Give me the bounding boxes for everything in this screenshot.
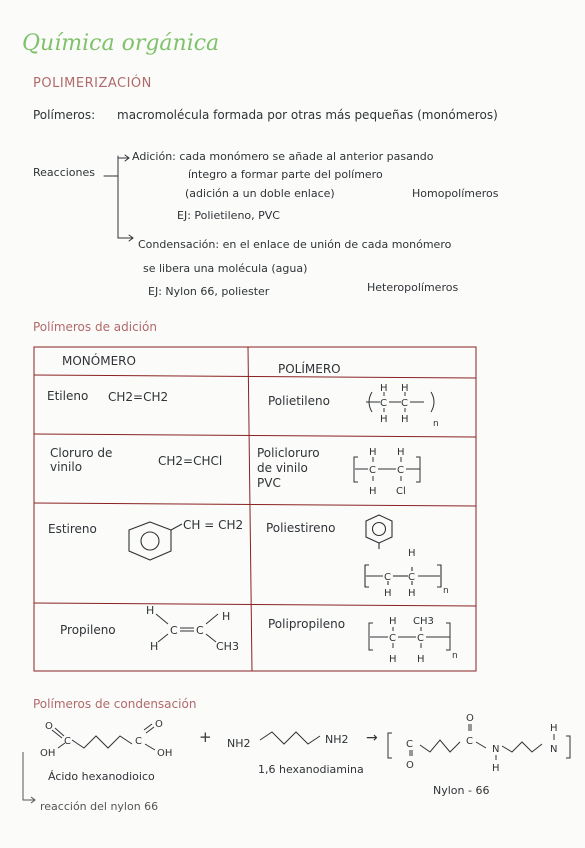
monomer-formula-etileno: CH2=CH2	[108, 390, 169, 404]
atom-ch3: CH3	[216, 640, 239, 653]
atom-c: C	[380, 398, 387, 409]
atom-n: N	[492, 744, 500, 755]
atom-c: C	[384, 572, 391, 583]
condensacion-example: EJ: Nylon 66, poliester	[148, 285, 270, 298]
atom-c: C	[135, 736, 142, 747]
atom-c: C	[401, 398, 408, 409]
nylon-66-label: Nylon - 66	[433, 784, 490, 797]
monomer-formula-cloruro: CH2=CHCl	[158, 454, 223, 468]
atom-o: O	[466, 713, 474, 724]
atom-c: C	[369, 465, 376, 476]
homopolimeros-tag: Homopolímeros	[412, 187, 499, 200]
atom-h: H	[380, 414, 388, 425]
monomer-name-etileno: Etileno	[47, 389, 89, 403]
atom-h: H	[146, 604, 155, 617]
atom-ch3: CH3	[413, 616, 434, 627]
atom-o: O	[155, 719, 163, 730]
monomer-polymer-table	[34, 347, 476, 671]
section-heading-adicion: Polímeros de adición	[33, 320, 157, 334]
estireno-benzene-icon	[129, 522, 182, 560]
page-title: Química orgánica	[22, 31, 220, 56]
atom-oh: OH	[157, 748, 173, 759]
atom-oh: OH	[40, 748, 56, 759]
atom-h: H	[417, 654, 425, 665]
polymer-name-poliestireno: Poliestireno	[266, 521, 336, 535]
pvc-structure	[354, 457, 420, 482]
adicion-line1: Adición: cada monómero se añade al anterior pasando	[132, 150, 434, 163]
section-heading-condensacion: Polímeros de condensación	[33, 697, 197, 711]
atom-c: C	[406, 739, 413, 750]
atom-c: C	[196, 624, 204, 637]
polipropileno-structure	[369, 623, 450, 650]
nylon-reaction-note: reacción del nylon 66	[40, 800, 159, 813]
atom-c: C	[408, 572, 415, 583]
monomer-formula-estireno: CH = CH2	[183, 518, 244, 532]
atom-h: H	[380, 383, 388, 394]
atom-h: H	[401, 383, 409, 394]
atom-h: H	[369, 486, 377, 497]
atom-h: H	[222, 610, 231, 623]
atom-o: O	[45, 721, 53, 732]
reaction-arrow: →	[366, 730, 378, 746]
atom-h: H	[492, 763, 500, 774]
nylon-66-structure	[388, 724, 570, 760]
monomer-name-estireno: Estireno	[48, 522, 97, 536]
atom-n: N	[550, 744, 558, 755]
diamine-nh2-left: NH2	[227, 737, 251, 750]
polietileno-structure	[366, 392, 434, 412]
diamine-chain	[260, 732, 320, 744]
atom-c: C	[417, 633, 424, 644]
polymer-name-pvc: Policloruro de vinilo PVC	[257, 446, 320, 490]
definition-text: macromolécula formada por otras más pequeñas (monómeros)	[117, 108, 498, 122]
reacciones-label: Reacciones	[33, 166, 96, 179]
atom-h: H	[408, 548, 416, 559]
table-header-polimero: POLÍMERO	[278, 362, 341, 376]
table-header-monomero: MONÓMERO	[62, 354, 136, 368]
adicion-example: EJ: Polietileno, PVC	[177, 209, 280, 222]
condensacion-line1: Condensación: en el enlace de unión de cada monómero	[138, 238, 452, 251]
diamine-name: 1,6 hexanodiamina	[258, 763, 364, 776]
plus-sign: +	[199, 728, 212, 746]
atom-h: H	[384, 588, 392, 599]
repeat-n: n	[452, 651, 458, 661]
monomer-name-cloruro: Cloruro de vinilo	[50, 446, 113, 474]
atom-c: C	[64, 736, 71, 747]
polymer-name-polietileno: Polietileno	[268, 394, 330, 408]
atom-c: C	[389, 633, 396, 644]
diamine-nh2-right: NH2	[325, 733, 349, 746]
acid-name: Ácido hexanodioico	[48, 770, 155, 783]
atom-h: H	[397, 447, 405, 458]
note-arrow	[23, 752, 35, 803]
definition-term: Polímeros:	[33, 108, 96, 122]
atom-h: H	[550, 723, 558, 734]
atom-cl: Cl	[396, 486, 406, 497]
section-heading-polimerizacion: POLIMERIZACIÓN	[33, 76, 152, 91]
atom-c: C	[397, 465, 404, 476]
poliestireno-structure	[365, 515, 441, 587]
condensacion-arrow	[118, 176, 132, 238]
atom-c: C	[170, 624, 178, 637]
adicion-line2: íntegro a formar parte del polímero	[188, 168, 383, 181]
atom-h: H	[389, 616, 397, 627]
atom-o: O	[406, 760, 414, 771]
reacciones-bracket	[104, 156, 118, 176]
adicion-line3: (adición a un doble enlace)	[185, 187, 335, 200]
propileno-structure	[156, 614, 218, 642]
repeat-n: n	[443, 586, 449, 596]
heteropolimeros-tag: Heteropolímeros	[367, 281, 459, 294]
condensacion-line2: se libera una molécula (agua)	[143, 262, 308, 275]
atom-h: H	[389, 654, 397, 665]
atom-h: H	[401, 414, 409, 425]
atom-h: H	[408, 588, 416, 599]
atom-c: C	[466, 736, 473, 747]
monomer-name-propileno: Propileno	[60, 623, 116, 637]
atom-h: H	[150, 640, 159, 653]
repeat-n: n	[433, 419, 439, 429]
atom-h: H	[369, 447, 377, 458]
polymer-name-polipropileno: Polipropileno	[268, 617, 346, 631]
